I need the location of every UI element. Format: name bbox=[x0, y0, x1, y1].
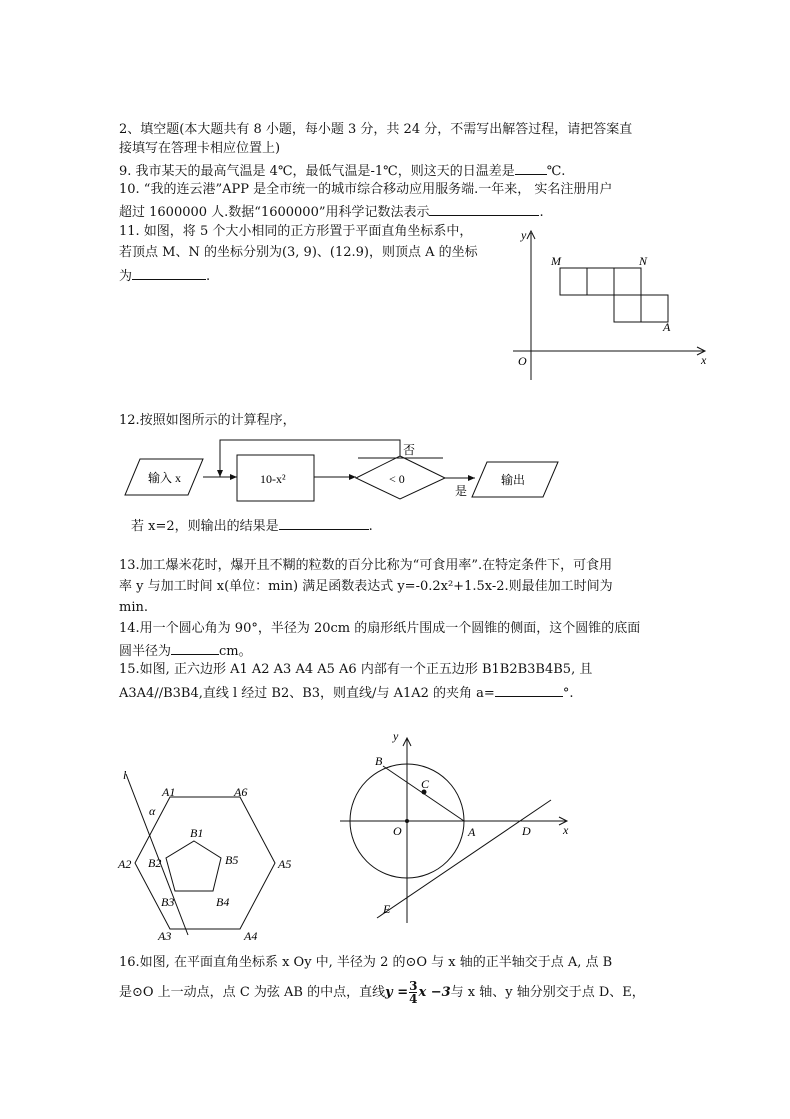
line-l bbox=[126, 774, 188, 935]
vertex-a2-label: A2 bbox=[118, 857, 132, 871]
input-label: 输入 x bbox=[148, 471, 182, 485]
fraction-numerator: 3 bbox=[409, 979, 418, 993]
equation-y: y = bbox=[385, 985, 409, 1000]
question-12-end: . bbox=[368, 519, 373, 534]
question-16-text-a: 是⊙O 上一动点，点 C 为弦 AB 的中点，直线 bbox=[119, 985, 386, 1000]
operation-label: 10-x² bbox=[260, 472, 286, 486]
vertex-b2-label: B2 bbox=[148, 856, 162, 870]
no-branch-label: 否 bbox=[403, 443, 416, 457]
circle-line-figure bbox=[335, 728, 585, 928]
square-1 bbox=[560, 268, 587, 295]
question-15-line2 bbox=[119, 683, 573, 702]
question-15-text: A3A4//B3B4,直线 l 经过 B2、B3，则直线/与 A1A2 的夹角 a= bbox=[119, 686, 495, 701]
answer-blank-12[interactable] bbox=[279, 516, 369, 530]
question-11-end: . bbox=[206, 269, 211, 284]
x-axis-label: x bbox=[563, 823, 569, 837]
square-2 bbox=[587, 268, 614, 295]
condition-label: < 0 bbox=[389, 472, 405, 486]
question-13-line3: min. bbox=[119, 600, 148, 615]
equation-rest: x −3 bbox=[418, 985, 451, 1000]
question-10-text: 超过 1600000 人.数据“1600000”用科学记数法表示 bbox=[119, 205, 430, 220]
question-16-line1: 16.如图, 在平面直角坐标系 x Oy 中, 半径为 2 的⊙O 与 x 轴的正半轴交于点 A, 点 B bbox=[119, 955, 613, 970]
origin-label: O bbox=[393, 824, 402, 838]
point-a-label: A bbox=[663, 320, 671, 334]
question-9-unit: ℃. bbox=[546, 164, 566, 179]
line-l-label: l bbox=[123, 768, 127, 782]
squares-coordinate-figure bbox=[505, 225, 720, 390]
question-10-line1: 10. “我的连云港”APP 是全市统一的城市综合移动应用服务端.一年来， 实名注册用户 bbox=[119, 182, 613, 197]
square-4 bbox=[614, 295, 641, 322]
point-d-label: D bbox=[522, 824, 531, 838]
point-m-label: M bbox=[551, 254, 561, 268]
question-15-line1: 15.如图, 正六边形 A1 A2 A3 A4 A5 A6 内部有一个正五边形 B1B2B3B4B5, 且 bbox=[119, 662, 593, 677]
section-heading-line2: 接填写在答理卡相应位置上) bbox=[119, 141, 281, 156]
square-5 bbox=[641, 295, 668, 322]
x-axis-label: x bbox=[701, 353, 707, 367]
regular-pentagon bbox=[166, 841, 221, 891]
question-9 bbox=[119, 161, 565, 180]
question-12-text: 12.按照如图所示的计算程序， bbox=[119, 413, 296, 428]
question-14-text: 圆半径为 bbox=[119, 644, 172, 659]
vertex-a3-label: A3 bbox=[158, 929, 172, 940]
answer-blank-10[interactable] bbox=[429, 202, 539, 216]
output-label: 输出 bbox=[501, 473, 526, 487]
hexagon-pentagon-figure bbox=[112, 765, 302, 940]
square-3 bbox=[614, 268, 641, 295]
question-12-ask bbox=[131, 516, 373, 535]
answer-blank-9[interactable] bbox=[515, 161, 547, 175]
question-15-unit: °. bbox=[562, 686, 574, 701]
question-12-ask-text: 若 x=2，则输出的结果是 bbox=[131, 519, 279, 534]
yes-branch-label: 是 bbox=[455, 484, 468, 498]
question-11-line2: 若顶点 M、N 的坐标分别为(3, 9)、(12.9)，则顶点 A 的坐标 bbox=[119, 245, 478, 260]
answer-blank-15[interactable] bbox=[495, 683, 563, 697]
calculation-flowchart bbox=[120, 436, 570, 506]
y-axis-label: y bbox=[521, 228, 527, 242]
question-13-line2: 率 y 与加工时间 x(单位：min) 满足函数表达式 y=-0.2x²+1.5x-2.则最佳加工时间为 bbox=[119, 579, 613, 594]
question-13-line1: 13.加工爆米花时，爆开且不糊的粒数的百分比称为“可食用率”.在特定条件下，可食用 bbox=[119, 558, 613, 573]
point-n-label: N bbox=[639, 254, 648, 268]
point-e-label: E bbox=[383, 902, 391, 916]
question-11-text: 为 bbox=[119, 269, 133, 284]
equation-fraction bbox=[409, 980, 417, 1005]
angle-alpha-label: α bbox=[149, 804, 156, 818]
question-11-line1: 11. 如图，将 5 个大小相同的正方形置于平面直角坐标系中， bbox=[119, 224, 473, 239]
question-14-line1: 14.用一个圆心角为 90°，半径为 20cm 的扇形纸片围成一个圆锥的侧面，这个圆锥的底面 bbox=[119, 621, 641, 636]
point-b-label: B bbox=[375, 754, 383, 768]
fraction-denominator: 4 bbox=[409, 992, 418, 1006]
question-9-text: 9. 我市某天的最高气温是 4℃，最低气温是-1℃，则这天的日温差是 bbox=[119, 164, 515, 179]
vertex-b3-label: B3 bbox=[161, 895, 175, 909]
question-14-unit: cm。 bbox=[219, 644, 252, 659]
vertex-b4-label: B4 bbox=[216, 895, 230, 909]
vertex-a4-label: A4 bbox=[244, 929, 258, 940]
question-11-line3 bbox=[119, 266, 210, 285]
question-10-line2 bbox=[119, 202, 544, 221]
vertex-b1-label: B1 bbox=[190, 826, 204, 840]
vertex-a1-label: A1 bbox=[162, 785, 176, 799]
vertex-a6-label: A6 bbox=[234, 785, 248, 799]
origin-dot bbox=[405, 819, 409, 823]
y-axis-label: y bbox=[393, 729, 399, 743]
section-heading-line1: 2、填空题(本大题共有 8 小题，每小题 3 分，共 24 分，不需写出解答过程，请把答案直 bbox=[119, 122, 633, 137]
answer-blank-14[interactable] bbox=[171, 641, 219, 655]
question-16-text-b: 与 x 轴、y 轴分别交于点 D、E， bbox=[450, 985, 645, 1000]
question-10-end: . bbox=[539, 205, 544, 220]
point-c-label: C bbox=[421, 777, 430, 791]
question-14-line2 bbox=[119, 641, 252, 660]
origin-label: O bbox=[518, 354, 527, 368]
vertex-b5-label: B5 bbox=[225, 853, 239, 867]
point-a-label: A bbox=[468, 825, 476, 839]
vertex-a5-label: A5 bbox=[278, 857, 292, 871]
question-16-line2 bbox=[119, 976, 645, 1010]
answer-blank-11[interactable] bbox=[132, 266, 206, 280]
